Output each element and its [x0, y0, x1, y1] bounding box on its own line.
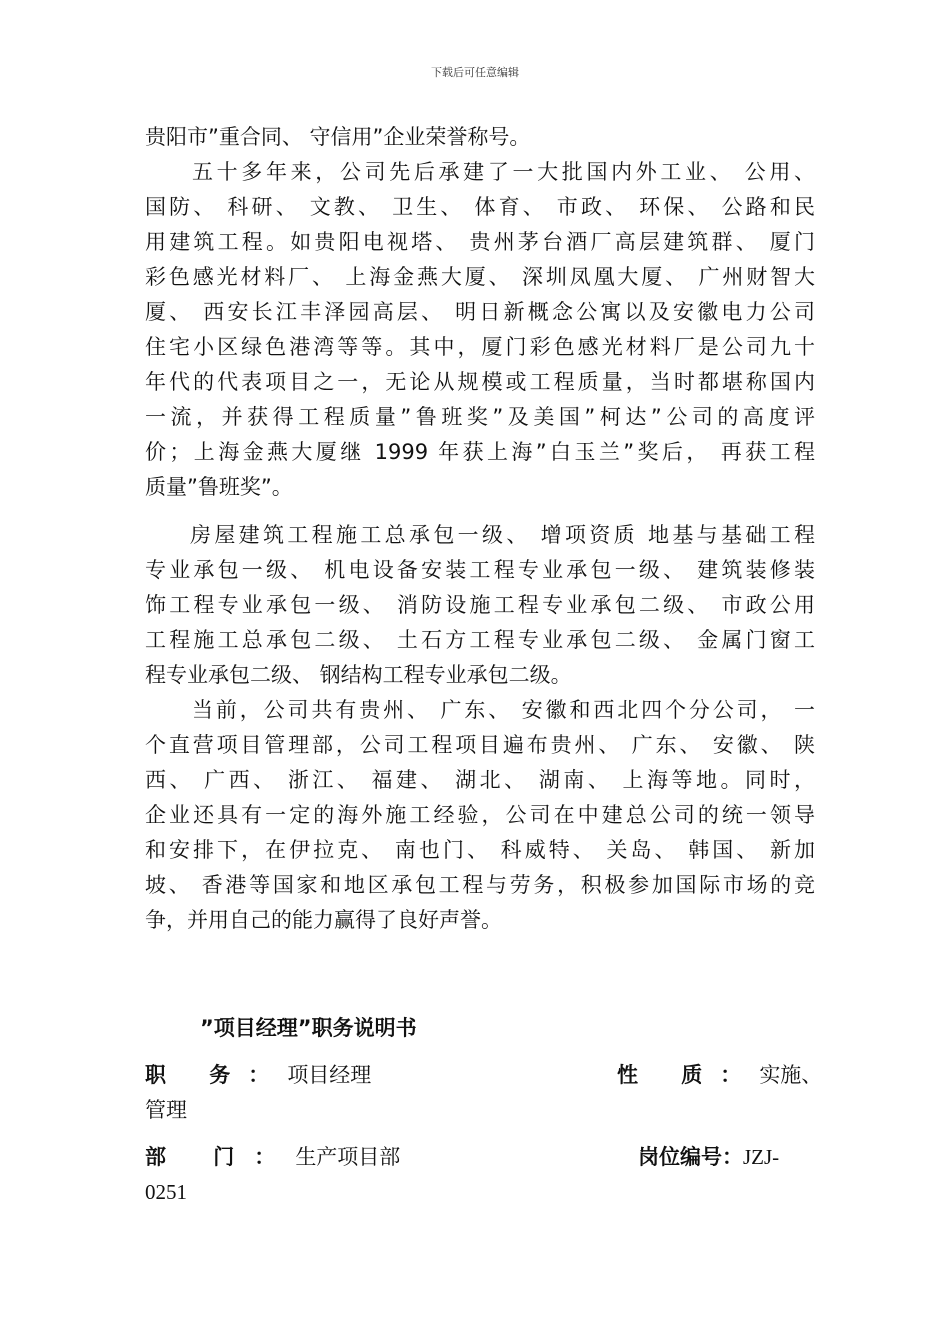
- paragraph-line: 个直营项目管理部，公司工程项目遍布贵州、 广东、 安徽、 陕: [145, 733, 815, 757]
- paragraph-line: 一流，并获得工程质量”鲁班奖”及美国”柯达”公司的高度评: [145, 405, 815, 429]
- paragraph-line: 房屋建筑工程施工总承包一级、 增项资质 地基与基础工程: [190, 523, 815, 547]
- paragraph-line: 西、 广西、 浙江、 福建、 湖北、 湖南、 上海等地。同时，: [145, 768, 815, 792]
- paragraph-line: 饰工程专业承包一级、 消防设施工程专业承包二级、 市政公用: [145, 593, 815, 617]
- paragraph-line: 和安排下，在伊拉克、 南也门、 科威特、 关岛、 韩国、 新加: [145, 838, 815, 862]
- paragraph-line: 质量”鲁班奖”。: [145, 475, 293, 499]
- paragraph-line: 五十多年来，公司先后承建了一大批国内外工业、 公用、: [192, 160, 815, 184]
- paragraph-line: 价；上海金燕大厦继 1999 年获上海”白玉兰”奖后， 再获工程: [145, 440, 815, 464]
- paragraph-line: 坡、 香港等国家和地区承包工程与劳务，积极参加国际市场的竞: [145, 873, 815, 897]
- nature-label: 性 质：: [617, 1063, 760, 1087]
- code-value: JZJ-: [743, 1145, 780, 1169]
- paragraph-line: 专业承包一级、 机电设备安装工程专业承包一级、 建筑装修装: [145, 558, 815, 582]
- paragraph-line: 厦、 西安长江丰泽园高层、 明日新概念公寓以及安徽电力公司: [145, 300, 815, 324]
- paragraph-line: 年代的代表项目之一，无论从规模或工程质量，当时都堪称国内: [145, 370, 815, 394]
- paragraph-line: 贵阳市”重合同、 守信用”企业荣誉称号。: [145, 125, 531, 149]
- paragraph-line: 彩色感光材料厂、 上海金燕大厦、 深圳凤凰大厦、 广州财智大: [145, 265, 815, 289]
- dept-value: 生产项目部: [295, 1145, 401, 1169]
- position-label: 职 务：: [145, 1063, 288, 1087]
- paragraph-line: 争，并用自己的能力赢得了良好声誉。: [145, 908, 502, 932]
- page-header: 下载后可任意编辑: [431, 66, 519, 79]
- paragraph-line: 国防、 科研、 文教、 卫生、 体育、 市政、 环保、 公路和民: [145, 195, 815, 219]
- paragraph-line: 企业还具有一定的海外施工经验，公司在中建总公司的统一领导: [145, 803, 815, 827]
- paragraph-line: 当前，公司共有贵州、 广东、 安徽和西北四个分公司， 一: [192, 698, 815, 722]
- section-title: ”项目经理”职务说明书: [200, 1016, 417, 1040]
- paragraph-line: 程专业承包二级、 钢结构工程专业承包二级。: [145, 663, 572, 687]
- dept-label: 部 门：: [145, 1145, 296, 1169]
- nature-value: 实施、: [759, 1063, 823, 1087]
- dept-field: [145, 1140, 400, 1174]
- nature-field: [617, 1058, 822, 1092]
- code-label: 岗位编号：: [638, 1145, 743, 1169]
- code-field: [638, 1140, 779, 1174]
- position-field: [145, 1058, 371, 1092]
- paragraph-line: 住宅小区绿色港湾等等。其中，厦门彩色感光材料厂是公司九十: [145, 335, 815, 359]
- code-value-cont: 0251: [145, 1180, 187, 1204]
- paragraph-line: 用建筑工程。如贵阳电视塔、 贵州茅台酒厂高层建筑群、 厦门: [145, 230, 815, 254]
- nature-value-cont: 管理: [145, 1098, 187, 1122]
- position-value: 项目经理: [287, 1063, 372, 1087]
- paragraph-line: 工程施工总承包二级、 土石方工程专业承包二级、 金属门窗工: [145, 628, 815, 652]
